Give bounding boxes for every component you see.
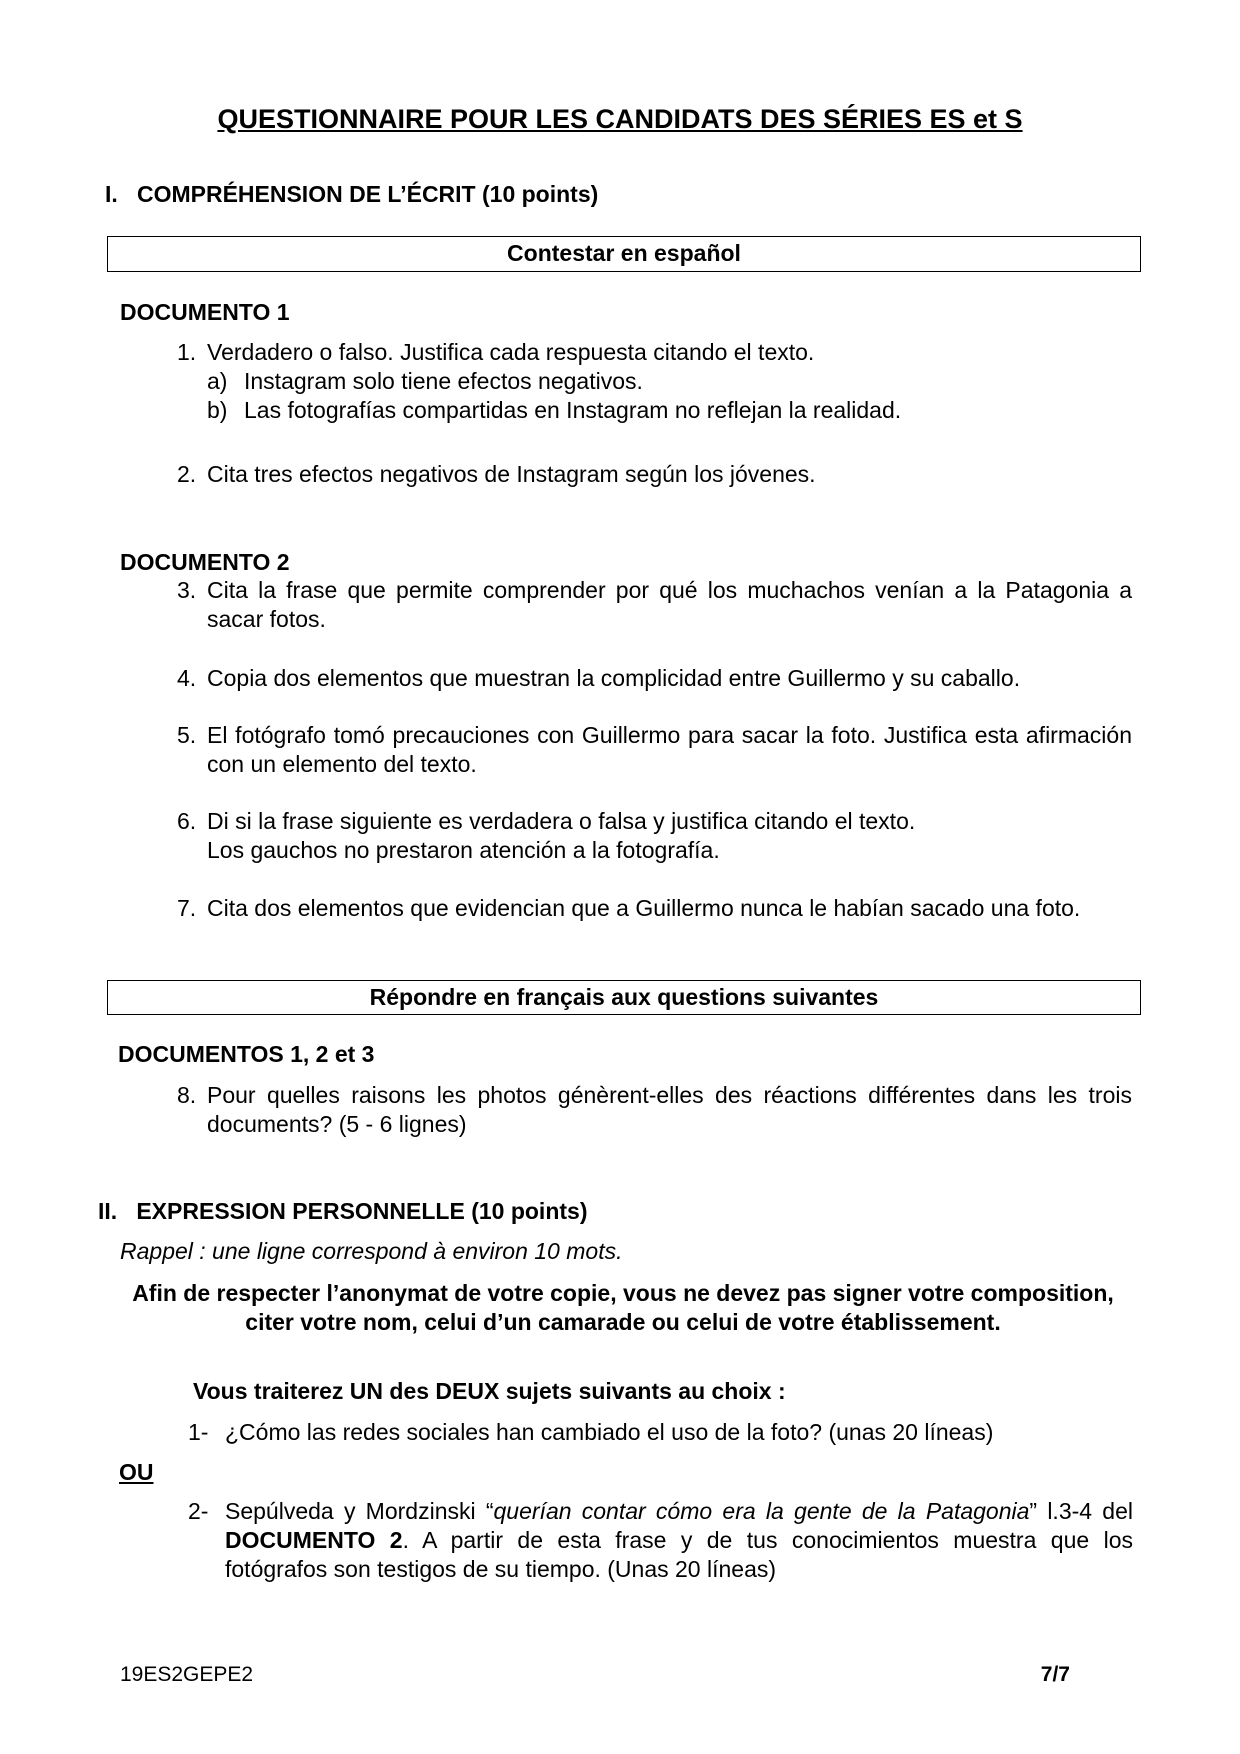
- item-text: Las fotografías compartidas en Instagram no reflejan la realidad.: [244, 397, 902, 423]
- question-number: 6.: [177, 808, 197, 834]
- documents-123-heading: DOCUMENTOS 1, 2 et 3: [118, 1041, 375, 1067]
- subject-text: [225, 1497, 1133, 1584]
- footer-page-number: 7/7: [1040, 1663, 1070, 1686]
- question-1-item-a: [207, 367, 1132, 396]
- section-2-heading: [98, 1197, 587, 1226]
- subject-1: [188, 1418, 1133, 1447]
- footer-code: 19ES2GEPE2: [120, 1663, 254, 1686]
- item-text: Instagram solo tiene efectos negativos.: [244, 368, 643, 394]
- question-number: 5.: [177, 722, 197, 748]
- document-2-heading: DOCUMENTO 2: [120, 549, 290, 575]
- question-4: [177, 664, 1132, 693]
- question-number: 1.: [177, 339, 197, 365]
- instruction-box-spanish: Contestar en español: [107, 236, 1141, 272]
- question-text: El fotógrafo tomó precauciones con Guillermo para sacar la foto. Justifica esta afirmación con un elemento del texto.: [207, 722, 1132, 777]
- question-6: [177, 807, 1132, 865]
- subject-quote: querían contar cómo era la gente de la Patagonia: [493, 1498, 1030, 1524]
- subject-text: ¿Cómo las redes sociales han cambiado el uso de la foto? (unas 20 líneas): [225, 1419, 994, 1445]
- question-number: 3.: [177, 577, 197, 603]
- section-1-title: COMPRÉHENSION DE L’ÉCRIT (10 points): [136, 181, 599, 207]
- question-text: Di si la frase siguiente es verdadera o falsa y justifica citando el texto.: [207, 808, 916, 834]
- reminder-note: Rappel : une ligne correspond à environ 10 mots.: [120, 1238, 623, 1264]
- subject-2: [188, 1497, 1133, 1584]
- question-text: Copia dos elementos que muestran la complicidad entre Guillermo y su caballo.: [207, 665, 1021, 691]
- item-letter: a): [207, 368, 228, 394]
- question-7: [177, 894, 1132, 923]
- or-separator: OU: [119, 1459, 154, 1485]
- item-letter: b): [207, 397, 228, 423]
- subject-text-part: ” l.3-4 del: [1029, 1498, 1134, 1524]
- document-reference: DOCUMENTO 2: [225, 1527, 403, 1553]
- question-text: Cita tres efectos negativos de Instagram según los jóvenes.: [207, 461, 816, 487]
- question-number: 8.: [177, 1082, 197, 1108]
- question-1-item-b: [207, 396, 1132, 425]
- section-1-heading: [105, 180, 598, 209]
- subject-text-part: Sepúlveda y Mordzinski “: [225, 1498, 494, 1524]
- section-1-numeral: I.: [105, 181, 118, 207]
- question-5: [177, 721, 1132, 779]
- question-number: 2.: [177, 461, 197, 487]
- question-number: 4.: [177, 665, 197, 691]
- question-text: Verdadero o falso. Justifica cada respuesta citando el texto.: [207, 339, 815, 365]
- question-2: [177, 460, 1132, 489]
- question-text: Cita la frase que permite comprender por qué los muchachos venían a la Patagonia a sacar fotos.: [207, 577, 1132, 632]
- question-8: [177, 1081, 1132, 1139]
- question-text: Cita dos elementos que evidencian que a Guillermo nunca le habían sacado una foto.: [207, 895, 1081, 921]
- question-1: [177, 338, 1132, 425]
- document-1-heading: DOCUMENTO 1: [120, 299, 290, 325]
- question-3: [177, 576, 1132, 634]
- page-title: QUESTIONNAIRE POUR LES CANDIDATS DES SÉRIES ES et S: [217, 104, 1023, 134]
- subject-number: 2-: [188, 1498, 209, 1524]
- instruction-box-french: Répondre en français aux questions suivantes: [107, 980, 1141, 1015]
- question-statement: Los gauchos no prestaron atención a la fotografía.: [207, 837, 720, 863]
- section-2-title: EXPRESSION PERSONNELLE (10 points): [136, 1198, 588, 1224]
- anonymity-notice: Afin de respecter l’anonymat de votre copie, vous ne devez pas signer votre composition, citer votre nom, celui d’un camarade ou celui de votre établissement.: [132, 1280, 1114, 1335]
- choice-instruction: Vous traiterez UN des DEUX sujets suivants au choix :: [193, 1378, 786, 1404]
- subject-text-part: . A partir de esta frase y de tus conocimientos muestra que los fotógrafos son testigos de su tiempo. (Unas 20 líneas): [225, 1527, 1133, 1582]
- question-number: 7.: [177, 895, 197, 921]
- question-text: Pour quelles raisons les photos génèrent-elles des réactions différentes dans les trois documents? (5 - 6 lignes): [207, 1082, 1132, 1137]
- section-2-numeral: II.: [98, 1198, 118, 1224]
- subject-number: 1-: [188, 1419, 209, 1445]
